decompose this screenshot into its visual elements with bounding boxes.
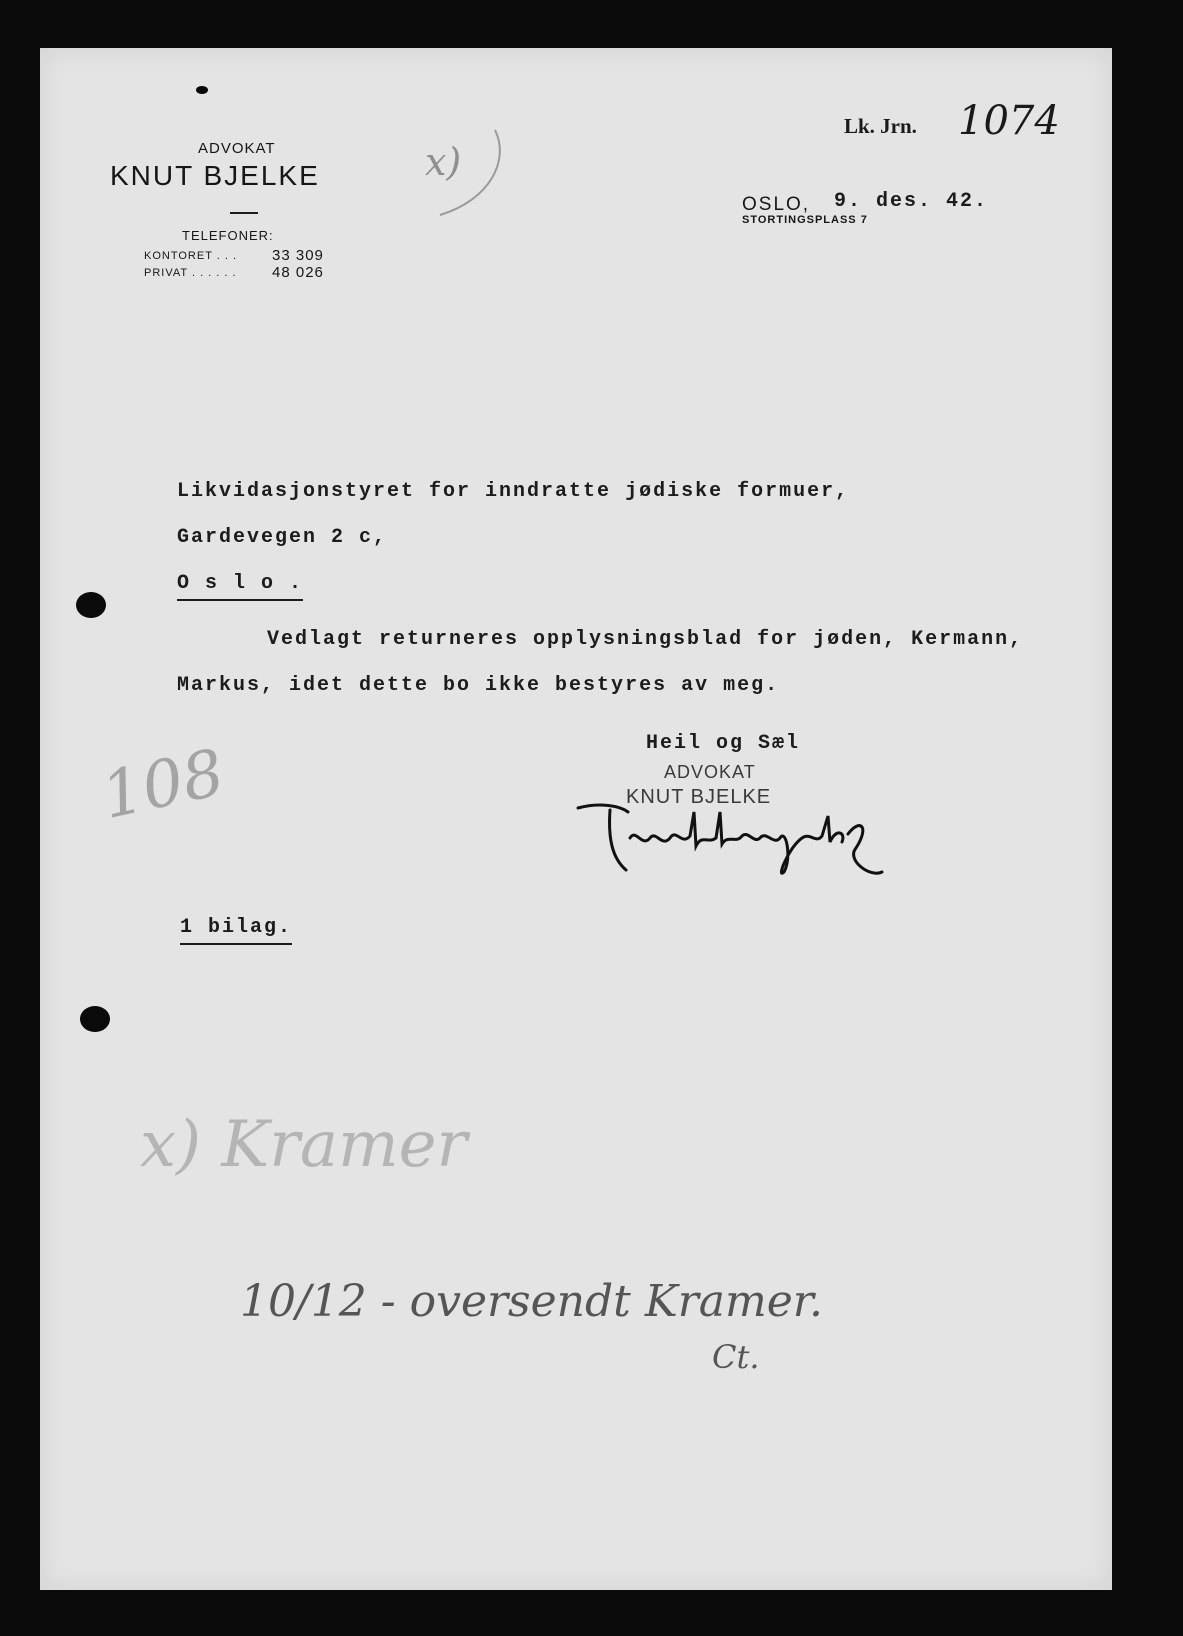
dateline-city: OSLO, — [742, 194, 811, 215]
office-phone-number: 33 309 — [272, 247, 324, 264]
letterhead-divider — [230, 212, 258, 214]
punch-hole-bottom — [80, 1006, 110, 1032]
stamp-name: KNUT BJELKE — [626, 786, 772, 808]
punch-hole-top — [76, 592, 106, 618]
recipient-line-2: Gardevegen 2 c, — [177, 526, 388, 549]
letter-page — [40, 48, 1112, 1590]
enclosure-note: 1 bilag. — [180, 916, 292, 945]
letterhead-phones-label: TELEFONER: — [182, 228, 274, 243]
journal-number: 1074 — [958, 98, 1060, 144]
private-phone-number: 48 026 — [272, 264, 324, 281]
recipient-line-1: Likvidasjonstyret for inndratte jødiske formuer, — [177, 480, 850, 503]
dateline-address: STORTINGSPLASS 7 — [742, 214, 868, 226]
letterhead-name: KNUT BJELKE — [110, 160, 320, 191]
letterhead-title: ADVOKAT — [198, 140, 276, 157]
pencil-note-kramer: x) Kramer — [140, 1108, 468, 1182]
margin-note: 108 — [95, 736, 231, 834]
body-line-1: Vedlagt returneres opplysningsblad for jøden, Kermann, — [267, 628, 1024, 651]
journal-label: Lk. Jrn. — [844, 114, 917, 138]
pencil-arc-top — [400, 130, 510, 220]
office-phone-label: KONTORET . . . — [144, 250, 238, 262]
dateline-date: 9. des. 42. — [834, 190, 989, 213]
closing-greeting: Heil og Sæl — [646, 732, 801, 755]
recipient-city: O s l o . — [177, 572, 303, 601]
pencil-note-forwarded: 10/12 - oversendt Kramer. — [240, 1276, 823, 1327]
private-phone-label: PRIVAT . . . . . . — [144, 267, 237, 279]
stamp-title: ADVOKAT — [664, 762, 756, 782]
handwritten-signature — [570, 798, 900, 888]
ink-speck — [196, 86, 208, 94]
body-line-2: Markus, idet dette bo ikke bestyres av meg. — [177, 674, 780, 697]
pencil-mark-top: x) — [425, 140, 462, 184]
pencil-initials: Ct. — [712, 1338, 760, 1376]
